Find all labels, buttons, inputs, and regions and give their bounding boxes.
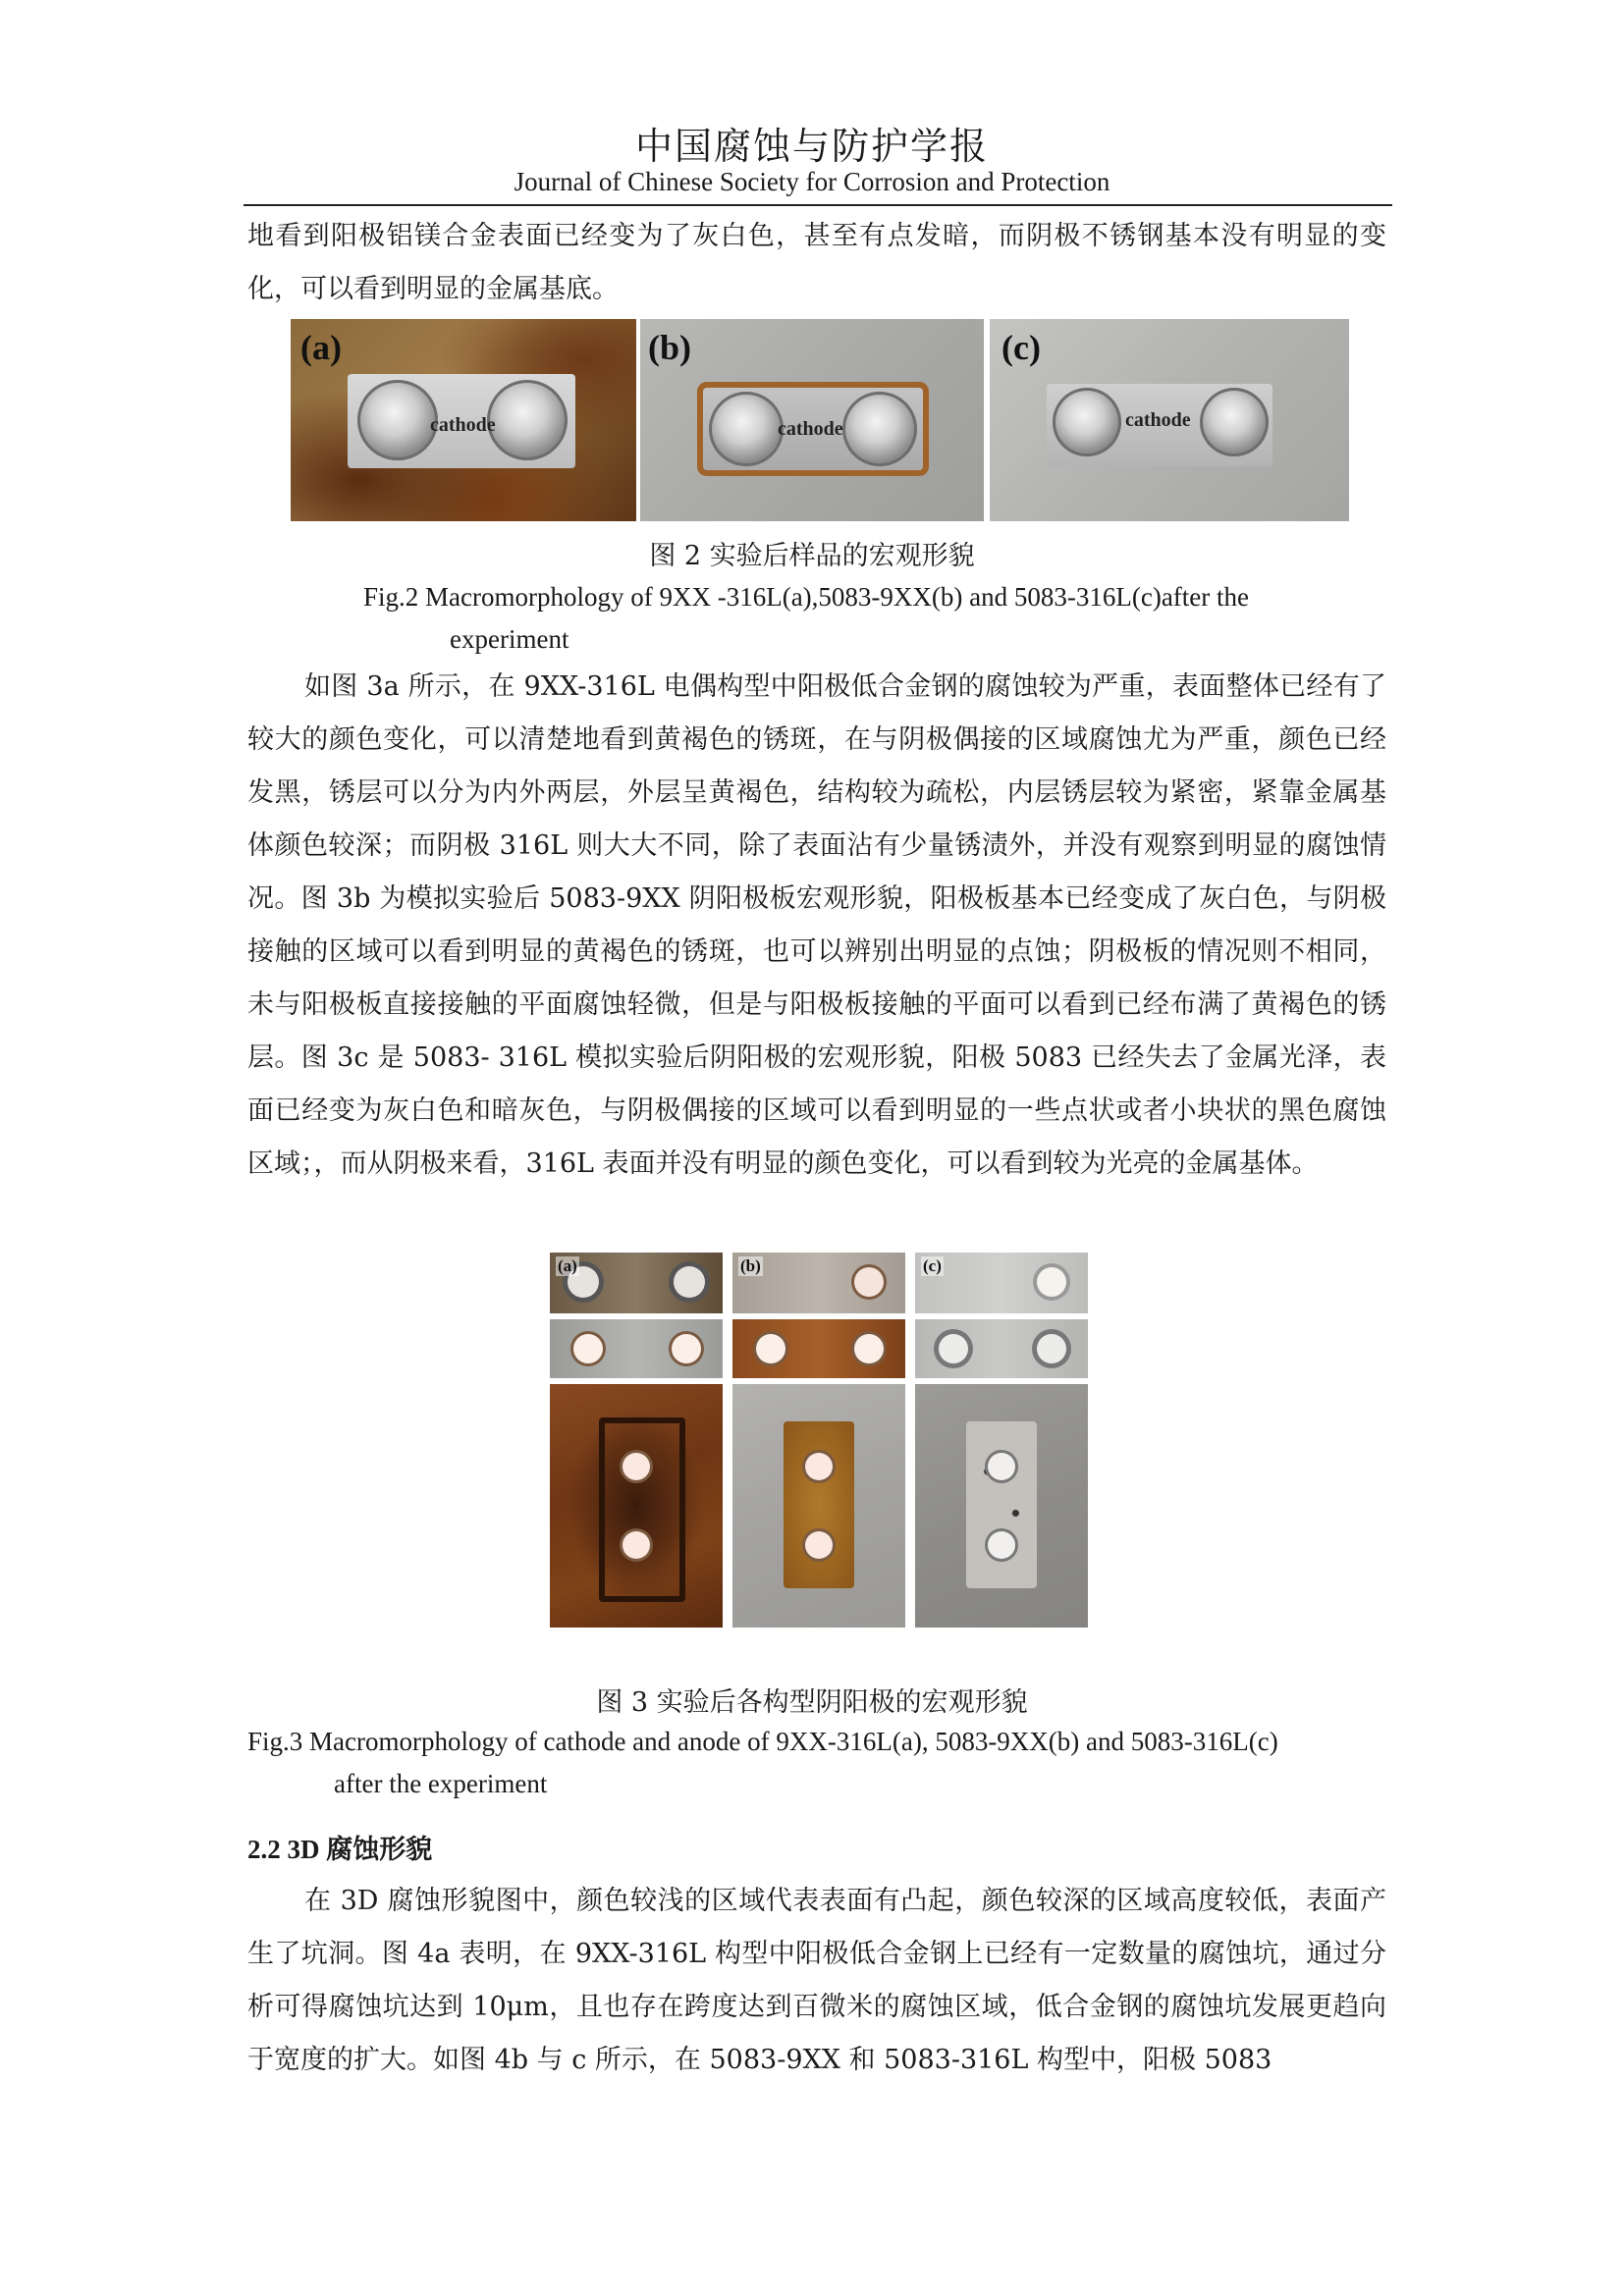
figure-2-caption-en-line1: Fig.2 Macromorphology of 9XX -316L(a),5083-9XX(b) and 5083-316L(c)after the (363, 582, 1250, 612)
figure-3-panel-b-strip-2 (732, 1319, 905, 1378)
figure-3 (550, 1253, 1088, 1628)
figure-3-panel-a-strip-2 (550, 1319, 723, 1378)
journal-title-en: Journal of Chinese Society for Corrosion and Protection (514, 167, 1110, 196)
figure-3-panel-c-label: (c) (923, 1256, 942, 1275)
figure-3-panel-c-anode (915, 1384, 1088, 1628)
header-rule (244, 204, 1392, 206)
section-number: 2.2 3D (247, 1835, 320, 1864)
figure-2-caption-cn: 图 2 实验后样品的宏观形貌 (649, 541, 975, 571)
section-paragraph (247, 1875, 1386, 2087)
body-text: 如图 3a 所示，在 9XX-316L 电偶构型中阳极低合金钢的腐蚀较为严重，表面整体已经有了较大的颜色变化，可以清楚地看到黄褐色的锈斑，在与阴极偶接的区域腐蚀尤为严重，颜色已经发黑，锈层可以分为内外两层，外层呈黄褐色，结构较为疏松，内层锈层较为紧密，紧靠金属基体颜色较深；而阴极 316L 则大大不同，除了表面沾有少量锈渍外，并没有观察到明显的腐蚀情况。图 3b 为模拟实验后 5083-9XX 阴阳极板宏观形貌，阳极板基本已经变成了灰白色，与阴极接触的区域可以看到明显的黄褐色的锈斑，也可以辨别出明显的点蚀；阴极板的情况则不相同，未与阳极板直接接触的平面腐蚀轻微，但是与阳极板接触的平面可以看到已经布满了黄褐色的锈层。图 3c 是 5083- 316L 模拟实验后阴阳极的宏观形貌，阳极 5083 已经失去了金属光泽，表面已经变为灰白色和暗灰色，与阴极偶接的区域可以看到明显的一些点状或者小块状的黑色腐蚀区域；，而从阴极来看，316L 表面并没有明显的颜色变化，可以看到较为光亮的金属基体。 (247, 671, 1386, 1179)
figure-3-panel-a-label: (a) (558, 1256, 577, 1275)
figure-2-panel-b (640, 319, 984, 521)
figure-3-panel-b-label: (b) (740, 1256, 761, 1275)
figure-3-caption-en-line2: after the experiment (334, 1769, 548, 1798)
figure-2-panel-b-label: (b) (648, 328, 691, 367)
figure-3-panel-b-anode (732, 1384, 905, 1628)
figure-3-panel-b-strip-1 (732, 1253, 905, 1313)
section-title: 腐蚀形貌 (326, 1835, 433, 1865)
body-paragraph (247, 661, 1386, 1191)
section-heading (247, 1828, 432, 1866)
figure-2-panel-c-cathode-label: cathode (1125, 409, 1191, 431)
figure-2-caption-en-line2: experiment (450, 624, 569, 654)
intro-paragraph (247, 210, 1386, 316)
figure-2-panel-c (990, 319, 1349, 521)
figure-2-panel-b-cathode-label: cathode (778, 418, 843, 440)
figure-3-panel-a-strip-1 (550, 1253, 723, 1313)
journal-title-cn: 中国腐蚀与防护学报 (634, 125, 989, 168)
figure-2-panel-a-cathode-label: cathode (430, 414, 496, 436)
section-text: 在 3D 腐蚀形貌图中，颜色较浅的区域代表表面有凸起，颜色较深的区域高度较低，表面产生了坑洞。图 4a 表明，在 9XX-316L 构型中阳极低合金钢上已经有一定数量的腐蚀坑，通过分析可得腐蚀坑达到 10μm，且也存在跨度达到百微米的腐蚀区域，低合金钢的腐蚀坑发展更趋向于宽度的扩大。如图 4b 与 c 所示，在 5083-9XX 和 5083-316L 构型中，阳极 5083 (247, 1886, 1386, 2075)
intro-text: 地看到阳极铝镁合金表面已经变为了灰白色，甚至有点发暗，而阴极不锈钢基本没有明显的变化，可以看到明显的金属基底。 (247, 221, 1386, 304)
figure-3-panel-c-strip-2 (915, 1319, 1088, 1378)
figure-2-panel-c-label: (c) (1001, 328, 1041, 367)
figure-3-caption-en-line1: Fig.3 Macromorphology of cathode and anode of 9XX-316L(a), 5083-9XX(b) and 5083-316L(c) (247, 1727, 1278, 1756)
figure-2-panel-a-label: (a) (300, 328, 342, 367)
figure-3-panel-a-anode (550, 1384, 723, 1628)
figure-2 (291, 319, 1349, 521)
figure-3-panel-c-strip-1 (915, 1253, 1088, 1313)
figure-2-panel-a (291, 319, 636, 521)
figure-3-caption-cn: 图 3 实验后各构型阴阳极的宏观形貌 (596, 1687, 1028, 1718)
